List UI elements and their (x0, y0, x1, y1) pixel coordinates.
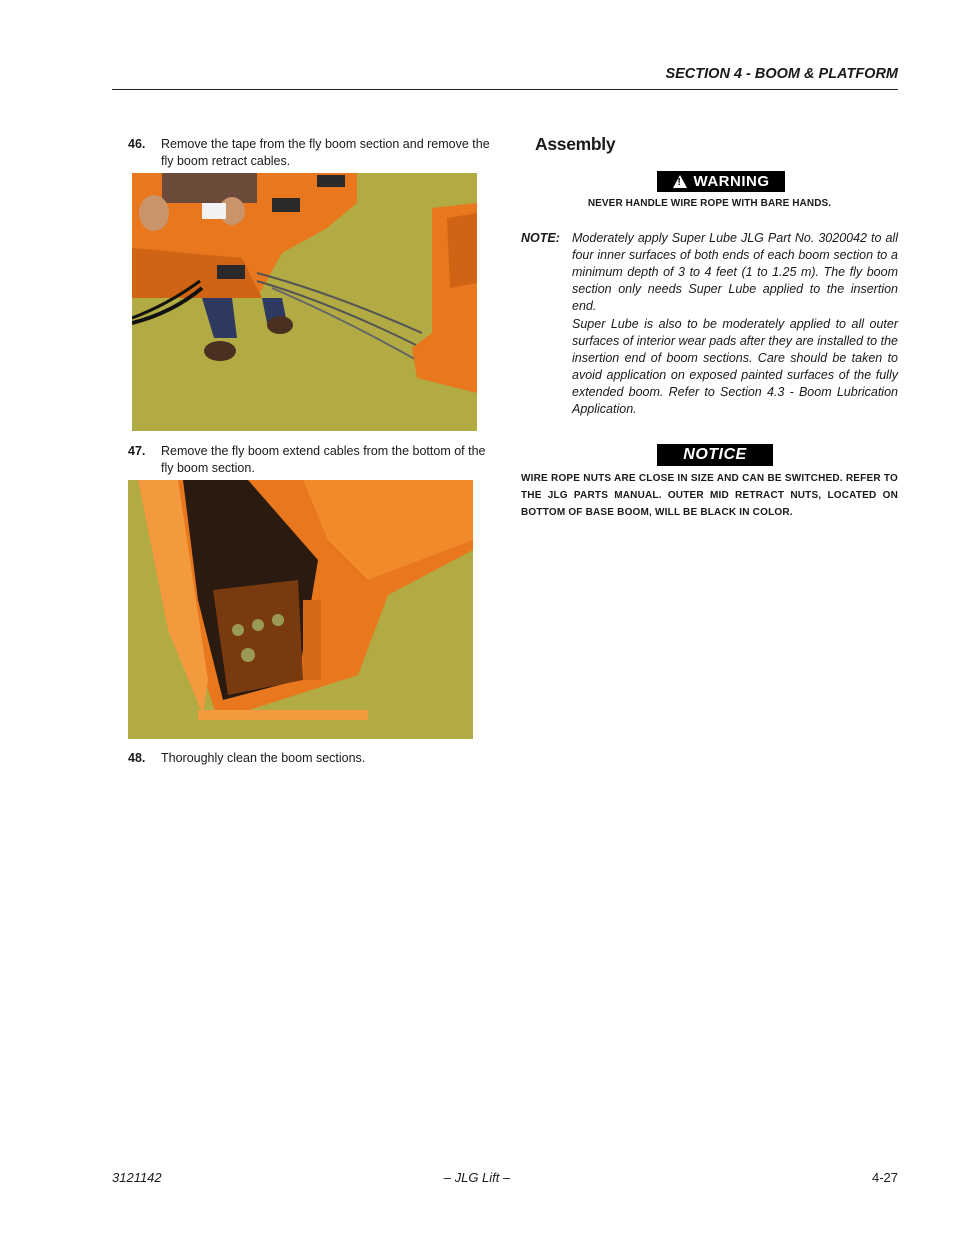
step-number: 46. (128, 137, 146, 151)
footer-page-number: 4-27 (871, 1170, 898, 1185)
note-paragraph-2: Super Lube is also to be moderately applied to all outer surfaces of interior wear pads after they are installed to the insertion end of boom sections. Care should be taken to avoid application on exposed painted surfaces of the fully extended boom. Refer to Section 4.3 - Boom Lubrication Application. (572, 317, 898, 417)
step-48 (128, 750, 498, 768)
assembly-heading: Assembly (535, 134, 616, 154)
step-47 (128, 443, 498, 477)
warning-text: NEVER HANDLE WIRE ROPE WITH BARE HANDS. (587, 198, 832, 209)
notice-badge: NOTICE (657, 444, 773, 466)
note-paragraph-1: Moderately apply Super Lube JLG Part No. 3020042 to all four inner surfaces of both ends of each boom section to a minimum depth of 3 to 4 feet (1 to 1.25 m). The fly boom section only needs Super Lube applied to the insertion end. (572, 231, 898, 314)
footer-center-text: – JLG Lift – (443, 1170, 511, 1185)
step-number: 48. (128, 751, 146, 765)
step-text: Thoroughly clean the boom sections. (161, 751, 366, 765)
warning-badge (657, 171, 785, 192)
step-46 (128, 136, 498, 170)
step-number: 47. (128, 444, 146, 458)
step-text: Remove the tape from the fly boom section and remove the fly boom retract cables. (161, 137, 490, 168)
header-divider (112, 89, 898, 90)
notice-text: WIRE ROPE NUTS ARE CLOSE IN SIZE AND CAN BE SWITCHED. REFER TO THE JLG PARTS MANUAL. OUTER MID RETRACT NUTS, LOCATED ON BOTTOM OF BASE BOOM, WILL BE BLACK IN COLOR. (521, 473, 898, 518)
footer-doc-number: 3121142 (112, 1170, 162, 1185)
fly-boom-retract-cables-photo (132, 173, 477, 431)
section-title: SECTION 4 - BOOM & PLATFORM (665, 66, 898, 82)
warning-label: WARNING (693, 173, 770, 190)
note-label: NOTE: (521, 231, 560, 245)
warning-triangle-icon: ! (673, 175, 687, 188)
fly-boom-extend-cables-photo (128, 480, 473, 739)
step-text: Remove the fly boom extend cables from the bottom of the fly boom section. (161, 444, 486, 475)
